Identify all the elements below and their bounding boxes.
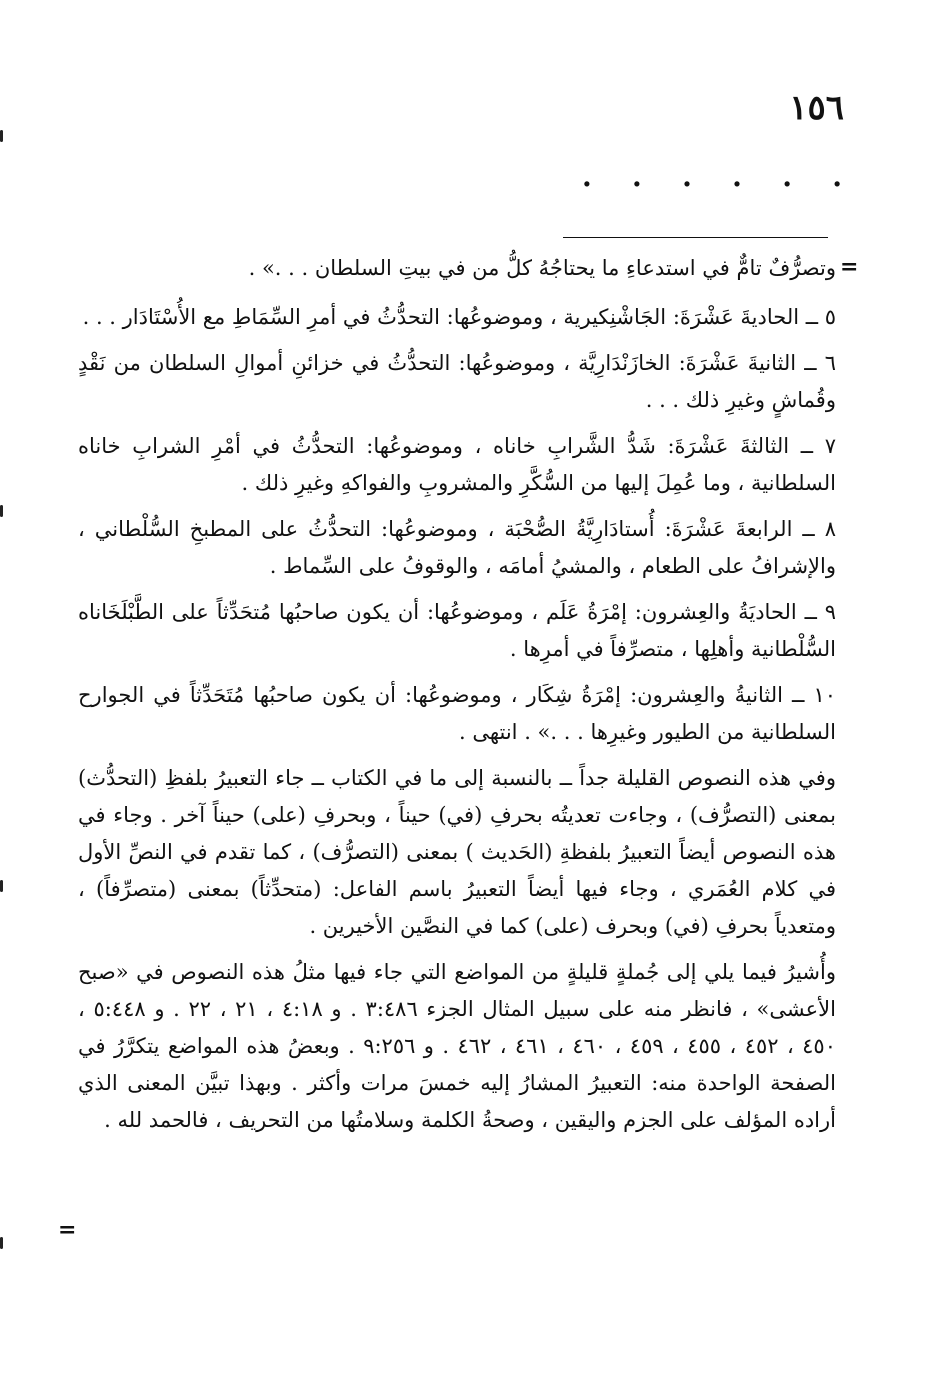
paragraph: وفي هذه النصوص القليلة جداً ــ بالنسبة إلى ما في الكتاب ــ جاء التعبيرُ بلفظِ (التحدُّث) بمعنى (التصرُّف) ، وجاءت تعديتُه بحرفِ (في) حيناً ، وبحرفِ (على) حيناً آخر . وجاء في هذه النصوص أيضاً التعبيرُ بلفظةِ (الحَديث ) بمعنى (التصرُّف) ، كما تقدم في النصِّ الأول في كلام العُمَري ، وجاء فيها أيضاً التعبيرُ باسم الفاعل: (متحدِّثاً) بمعنى (متصرِّفاً) ، ومتعدياً بحرفِ (في) وبحرف (على) كما في النصَّين الأخيرين . xyxy=(78,766,836,938)
ellipsis-dots xyxy=(582,160,842,193)
paragraph: ٦ ــ الثانيةَ عَشْرَةَ: الخازَنْدَارِيَّة ، وموضوعُها: التحدُّثُ في خزائنِ أموالِ السلطان من نَقْدٍ وقُماشٍ وغيرِ ذلك . . . xyxy=(78,351,836,412)
paragraph: ١٠ ــ الثانيةُ والعِشرون: إمْرَةُ شِكَار ، وموضوعُها: أن يكون صاحبُها مُتَحَدِّثاً في الجوارح السلطانية من الطيور وغيرِها . . .» . انتهى . xyxy=(78,683,836,744)
dot: . xyxy=(732,160,742,193)
paragraph: وتصرُّفٌ تامٌّ في استدعاءِ ما يحتاجُهُ كلُّ من في بيتِ السلطان . . .» . xyxy=(248,256,836,280)
paragraph: ٩ ــ الحاديَةُ والعِشرون: إمْرَةُ عَلَم ، وموضوعُها: أن يكون صاحبُها مُتحَدِّثاً على الطَّبْلَخَاناه السُّلْطانية وأهلِها ، متصرِّفاً في أمرِها . xyxy=(78,600,836,661)
dot: . xyxy=(632,160,642,193)
scan-edge-mark xyxy=(0,1237,3,1249)
dot: . xyxy=(782,160,792,193)
paragraph: وأُشيرُ فيما يلي إلى جُملةٍ قليلةٍ من المواضع التي جاء فيها مثلُ هذه النصوص في «صبح الأعشى» ، فانظر منه على سبيل المثال الجزء ٣:٤٨٦ . و ٤:١٨ ، ٢١ ، ٢٢ . و ٥:٤٤٨ ، ٤٥٠ ، ٤٥٢ ، ٤٥٥ ، ٤٥٩ ، ٤٦٠ ، ٤٦١ ، ٤٦٢ . و ٩:٢٥٦ . وبعضُ هذه المواضع يتكرَّرُ في الصفحة الواحدة منه: التعبيرُ المشارُ إليه خمسَ مرات وأكثر . وبهذا تبيَّن المعنى الذي أراده المؤلف على الجزم واليقين ، وصحةُ الكلمة وسلامتُها من التحريف ، فالحمد لله . xyxy=(78,960,836,1132)
paragraph: ٧ ــ الثالثةَ عَشْرَةَ: شَدُّ الشَّرابِ خاناه ، وموضوعُها: التحدُّثُ في أمْرِ الشرابِ خاناه السلطانية ، وما عُمِلَ إليها من السُّكَّرِ والمشروبِ والفواكهِ وغيرِ ذلك . xyxy=(78,434,836,495)
scan-edge-mark xyxy=(0,130,3,142)
footnote-text-body xyxy=(78,250,836,1148)
dot: . xyxy=(682,160,692,193)
page-number: ١٥٦ xyxy=(789,88,844,128)
paragraph: ٨ ــ الرابعةَ عَشْرَةَ: أُستادَارِيَّةُ الصُّحْبَة ، وموضوعُها: التحدُّثُ على المطبخِ السُّلْطاني ، والإشرافُ على الطعام ، والمشيُ أمامَه ، والوقوفُ على السِّماط . xyxy=(78,517,836,578)
paragraph: ٥ ــ الحاديةَ عَشْرَةَ: الجَاشْنِكيرية ، وموضوعُها: التحدُّثُ في أمرِ السِّمَاطِ مع الأُسْتَادَار . . . xyxy=(82,305,836,329)
end-marker: = xyxy=(58,1217,77,1243)
dot: . xyxy=(832,160,842,193)
scan-edge-mark xyxy=(0,505,3,517)
footnote-separator-line xyxy=(563,237,828,238)
dot: . xyxy=(582,160,592,193)
scan-edge-mark xyxy=(0,880,3,892)
continuation-marker: = xyxy=(840,254,859,280)
